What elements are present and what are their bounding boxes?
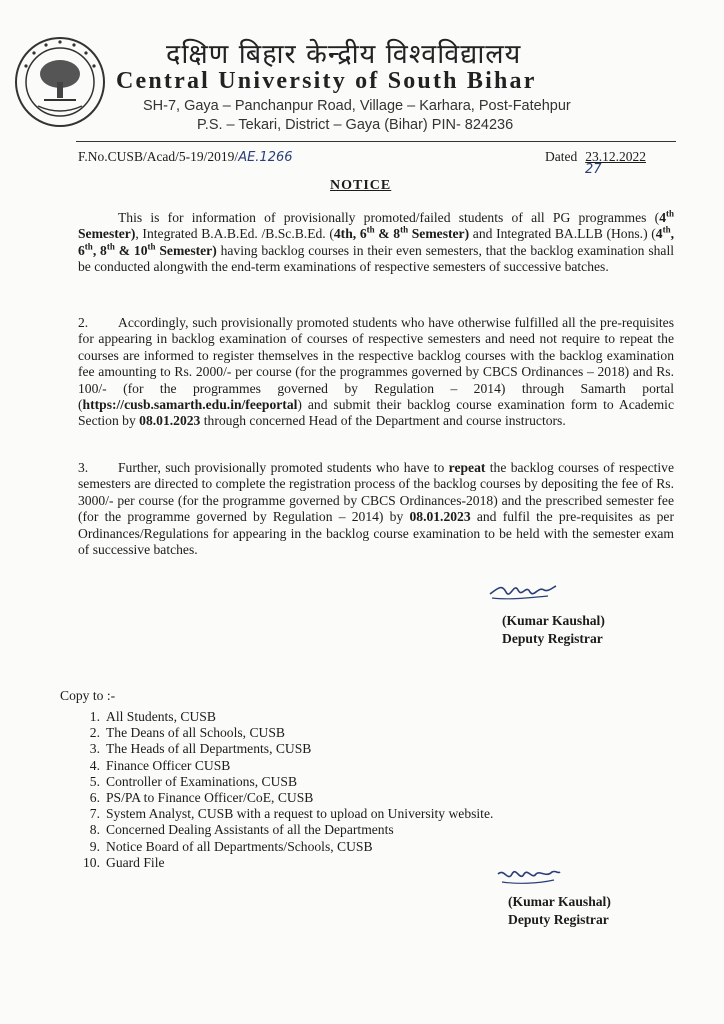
paragraph-2 <box>78 315 674 430</box>
samarth-portal-link[interactable]: https://cusb.samarth.edu.in/feeportal <box>82 397 298 413</box>
p1-b3b: , 6 <box>78 226 674 258</box>
copy-to-item <box>76 822 493 838</box>
copy-to-item-number: 10. <box>83 854 100 870</box>
copy-to-item-text: Notice Board of all Departments/Schools, CUSB <box>106 838 373 854</box>
address-line-2: P.S. – Tekari, District – Gaya (Bihar) PIN- 824236 <box>197 117 514 133</box>
copy-to-item-text: The Heads of all Departments, CUSB <box>106 741 312 757</box>
university-name-english: Central University of South Bihar <box>116 68 537 94</box>
signature-scribble-2-icon <box>496 862 562 890</box>
p3-number: 3. <box>78 460 89 475</box>
copy-to-item-number: 9. <box>89 838 100 854</box>
p1-b2c: Semester) <box>408 226 470 242</box>
copy-to-item <box>76 741 493 757</box>
copy-to-item-number: 6. <box>89 790 100 806</box>
p2-number: 2. <box>78 315 89 330</box>
copy-to-item-number: 5. <box>89 773 100 789</box>
signature-scribble-icon <box>488 578 558 606</box>
copy-to-item-number: 7. <box>89 806 100 822</box>
p1-text-4: having backlog courses in their even semesters, that the backlog examination shall be conducted alongwith the end-term examinations of respective semesters of successive batches. <box>78 242 674 275</box>
p1-b1: 4 <box>659 210 666 225</box>
copy-to-list <box>76 709 493 871</box>
copy-to-item <box>76 774 493 790</box>
copy-to-item-number: 3. <box>89 741 100 757</box>
p3-text-2: the backlog courses of respective semesters are directed to complete the registration process of the backlog courses by depositing the fee of Rs. 3000/- per course (for the programme governed by CBCS Ordinances-2018) and the prescribed semester fee (for the programme governed by Regulation – 2014) by <box>78 460 674 525</box>
copy-to-item <box>76 855 493 871</box>
university-logo-icon <box>14 36 106 128</box>
signatory-2-name: (Kumar Kaushal) <box>508 894 611 909</box>
p3-text-1: Further, such provisionally promoted students who have to <box>118 460 449 475</box>
copy-to-item-text: PS/PA to Finance Officer/CoE, CUSB <box>106 790 314 806</box>
p1-text-1: This is for information of provisionally promoted/failed students of all PG programmes ( <box>118 210 660 225</box>
p1-b3-sup2: th <box>84 241 93 252</box>
copy-to-item-number: 2. <box>89 725 100 741</box>
copy-to-item-text: System Analyst, CUSB with a request to upload on University website. <box>106 806 494 822</box>
p1-b3: 4 <box>655 226 663 242</box>
handwritten-number: AE.1266 <box>238 150 293 165</box>
dated-label: Dated <box>545 149 578 164</box>
p1-bold-2 <box>334 226 469 241</box>
copy-to-item <box>76 806 493 822</box>
p1-b2-sup2: th <box>400 224 409 235</box>
paragraph-3 <box>78 460 674 558</box>
p2-text-1: Accordingly, such provisionally promoted students who have otherwise fulfilled all the pre-requisites for appearing in backlog examination of courses of respective semesters and need not require to repeat the courses are informed to register themselves in the respective backlog courses with the backlog examination fee amounting to Rs. 2000/- per course (for the programmes governed by CBCS Ordinances – 2018) and Rs. 100/- (for the programmes governed by Regulation – 2014) through Samarth portal ( <box>78 315 674 413</box>
file-reference <box>78 149 293 165</box>
university-name-hindi: दक्षिण बिहार केन्द्रीय विश्वविद्यालय <box>166 39 522 70</box>
p1-text-2: , Integrated B.A.B.Ed. /B.Sc.B.Ed. ( <box>135 226 334 242</box>
paragraph-1 <box>78 210 674 276</box>
copy-to-item-text: All Students, CUSB <box>106 709 216 724</box>
copy-to-item-number: 1. <box>89 709 100 724</box>
p1-b3-sup3: th <box>106 241 115 252</box>
copy-to-item-text: Concerned Dealing Assistants of all the Departments <box>106 822 394 838</box>
p2-text-3: through concerned Head of the Department and course instructors. <box>200 413 566 429</box>
p3-text-3: and fulfil the pre-requisites as per Ordinances/Regulations for appearing in the backlog course examination to be held with the semester exam of successive batches. <box>78 509 674 558</box>
copy-to-item-text: Controller of Examinations, CUSB <box>106 773 298 789</box>
copy-to-item-text: The Deans of all Schools, CUSB <box>106 725 285 741</box>
notice-title: NOTICE <box>330 178 392 193</box>
p1-b2-sup: th <box>366 224 375 235</box>
copy-to-item-text: Finance Officer CUSB <box>106 757 231 773</box>
address-line-1: SH-7, Gaya – Panchanpur Road, Village – Karhara, Post-Fatehpur <box>143 98 571 114</box>
p2-deadline-date: 08.01.2023 <box>139 413 201 429</box>
p1-b3-sup4: th <box>147 241 156 252</box>
copy-to-item <box>76 709 493 725</box>
p3-deadline-date: 08.01.2023 <box>409 509 471 525</box>
copy-to-item <box>76 839 493 855</box>
p1-b2b: & 8 <box>374 226 401 242</box>
p1-text-3: and Integrated BA.LLB (Hons.) ( <box>469 226 656 242</box>
copy-to-item <box>76 790 493 806</box>
p2-text-2: ) and submit their backlog course examination form to Academic Section by <box>78 397 674 429</box>
copy-to-item-text: Guard File <box>106 854 165 870</box>
copy-to-item-number: 8. <box>89 822 100 838</box>
header-divider <box>76 141 676 142</box>
signatory-2-title: Deputy Registrar <box>508 912 609 927</box>
signatory-name: (Kumar Kaushal) <box>502 613 605 628</box>
p1-b1-sup: th <box>665 208 674 219</box>
p1-b3c: , 8 <box>92 242 107 258</box>
copy-to-item <box>76 725 493 741</box>
handwritten-day: 27 <box>585 162 602 177</box>
p1-b1b: Semester) <box>78 226 136 242</box>
file-number: F.No.CUSB/Acad/5-19/2019/ <box>78 149 239 164</box>
p1-b2: 4th, 6 <box>333 226 367 242</box>
copy-to-label: Copy to :- <box>60 688 116 703</box>
p1-b3e: Semester) <box>155 242 217 258</box>
notice-date: 23.12.2022 <box>585 149 646 164</box>
signatory-title: Deputy Registrar <box>502 631 603 646</box>
p1-b3d: & 10 <box>114 242 148 258</box>
p3-repeat-word: repeat <box>448 460 486 475</box>
copy-to-item <box>76 758 493 774</box>
copy-to-item-number: 4. <box>89 757 100 773</box>
p1-b3-sup: th <box>662 224 671 235</box>
